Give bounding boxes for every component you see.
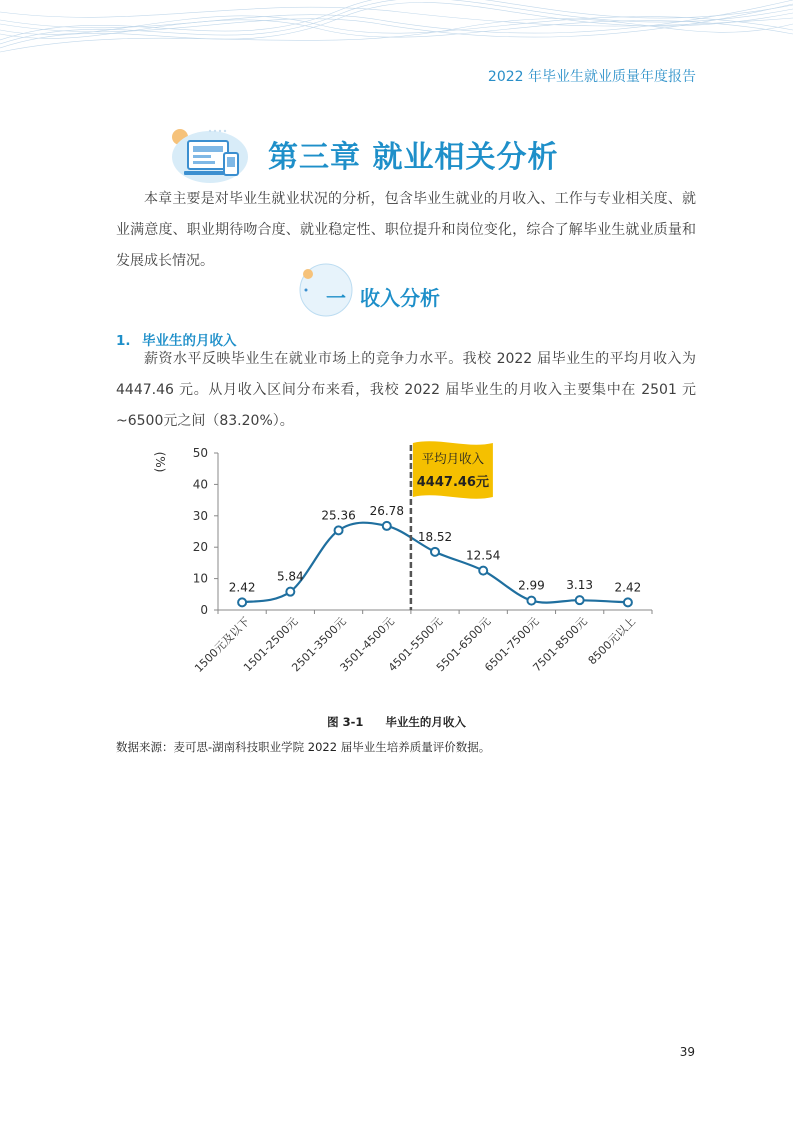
- average-flag: [413, 441, 493, 498]
- section-title: 收入分析: [360, 286, 440, 310]
- data-label: 2.42: [614, 580, 642, 595]
- y-axis-unit-label: (%): [153, 451, 167, 473]
- figure-number: 图 3-1: [327, 715, 364, 729]
- y-tick-label: 0: [200, 603, 208, 617]
- subsection-number: 1.: [116, 333, 131, 349]
- data-point: [383, 522, 391, 530]
- chapter-title: 第三章 就业相关分析: [268, 140, 559, 175]
- data-label: 2.42: [228, 580, 256, 595]
- computer-devices-icon: [168, 125, 250, 185]
- data-label: 12.54: [466, 548, 501, 563]
- y-tick-label: 10: [192, 571, 208, 586]
- x-tick-label: 8500元以上: [585, 614, 639, 668]
- data-point: [527, 597, 535, 605]
- data-point: [431, 548, 439, 556]
- body-text: 薪资水平反映毕业生在就业市场上的竞争力水平。我校 2022 届毕业生的平均月收入为4447.46 元。从月收入区间分布来看，我校 2022 届毕业生的月收入主要集中在 2501 元~6500元之间（83.20%）。: [116, 351, 696, 429]
- y-tick-label: 30: [192, 508, 208, 523]
- data-point: [238, 598, 246, 606]
- data-point: [624, 598, 632, 606]
- x-tick-label: 1500元及以下: [192, 614, 253, 676]
- y-tick-label: 50: [192, 446, 208, 460]
- subsection-title: 毕业生的月收入: [142, 333, 237, 349]
- data-point: [479, 567, 487, 575]
- x-axis: [192, 610, 652, 675]
- x-tick-label: 7501-8500元: [530, 614, 590, 675]
- x-tick-label: 6501-7500元: [482, 614, 542, 675]
- page-number: 39: [679, 1045, 695, 1059]
- figure-caption: [0, 714, 793, 730]
- y-tick-label: 20: [192, 540, 208, 555]
- x-tick-label: 4501-5500元: [385, 614, 446, 675]
- intro-paragraph: [116, 184, 696, 277]
- data-label: 5.84: [276, 569, 304, 584]
- running-header: 2022 年毕业生就业质量年度报告: [487, 69, 696, 85]
- data-point: [286, 588, 294, 596]
- data-label: 2.99: [518, 578, 545, 593]
- monthly-income-chart: [140, 440, 670, 705]
- x-tick-label: 1501-2500元: [241, 614, 301, 675]
- average-label: 平均月收入: [421, 451, 485, 466]
- x-tick-label: 2501-3500元: [289, 614, 349, 675]
- data-label: 3.13: [566, 578, 594, 593]
- data-label: 25.36: [321, 508, 356, 523]
- data-label: 18.52: [417, 529, 453, 544]
- average-annotation: [411, 441, 493, 610]
- figure-caption-text: 毕业生的月收入: [385, 715, 466, 729]
- average-value: 4447.46元: [416, 475, 489, 490]
- x-tick-label: 3501-4500元: [337, 614, 397, 675]
- body-paragraph: [116, 344, 696, 437]
- section-number: 一: [326, 286, 346, 310]
- data-label: 26.78: [369, 503, 404, 518]
- intro-text: 本章主要是对毕业生就业状况的分析，包含毕业生就业的月收入、工作与专业相关度、就业满意度、职业期待吻合度、就业稳定性、职位提升和岗位变化，综合了解毕业生就业质量和发展成长情况。: [116, 191, 696, 269]
- chart-marks: [229, 504, 641, 606]
- source-note: 数据来源：麦可思-湖南科技职业学院 2022 届毕业生培养质量评价数据。: [116, 740, 491, 754]
- data-point: [576, 596, 584, 604]
- data-point: [335, 526, 343, 534]
- header-wave-decoration: [0, 0, 793, 60]
- x-tick-label: 5501-6500元: [433, 614, 494, 675]
- y-tick-label: 40: [192, 477, 208, 492]
- y-axis: [153, 446, 218, 617]
